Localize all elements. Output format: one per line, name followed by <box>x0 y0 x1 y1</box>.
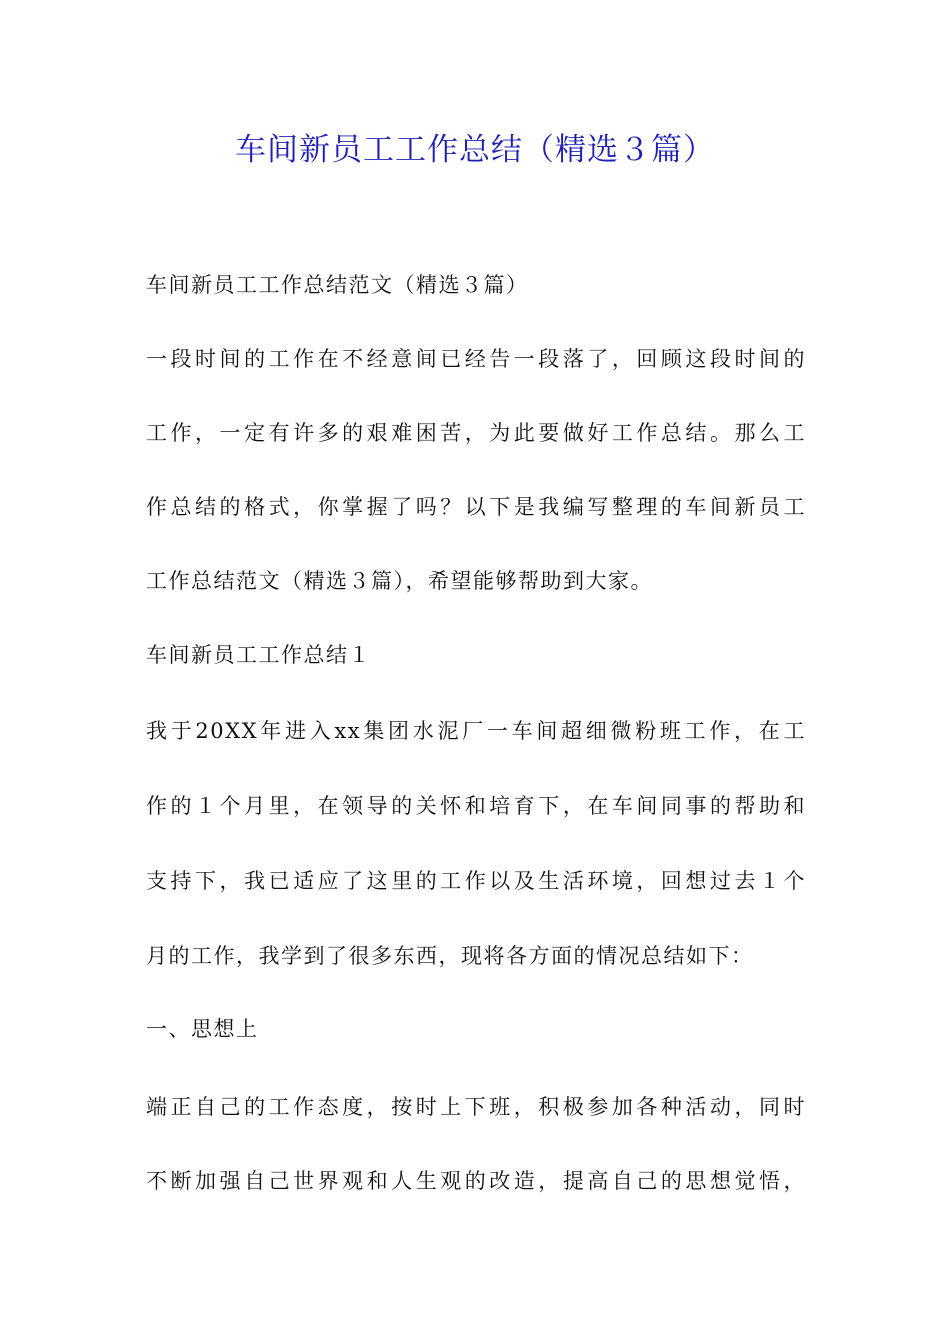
paragraph-line: 端正自己的工作态度，按时上下班，积极参加各种活动，同时 <box>146 1095 806 1119</box>
document-title: 车间新员工工作总结（精选３篇） <box>235 132 715 168</box>
paragraph-line: 支持下，我已适应了这里的工作以及生活环境，回想过去１个 <box>146 869 806 893</box>
paragraph-line: 作的１个月里，在领导的关怀和培育下，在车间同事的帮助和 <box>146 794 806 818</box>
section-heading: 车间新员工工作总结１ <box>146 643 371 667</box>
paragraph-line: 月的工作，我学到了很多东西，现将各方面的情况总结如下： <box>146 944 754 968</box>
paragraph-line: 一段时间的工作在不经意间已经告一段落了，回顾这段时间的 <box>146 347 806 371</box>
subtitle-line: 车间新员工工作总结范文（精选３篇） <box>146 273 529 297</box>
paragraph-line: 作总结的格式，你掌握了吗？以下是我编写整理的车间新员工 <box>146 495 806 519</box>
paragraph-line: 不断加强自己世界观和人生观的改造，提高自己的思想觉悟， <box>146 1169 806 1193</box>
paragraph-line: 工作总结范文（精选３篇），希望能够帮助到大家。 <box>146 569 653 593</box>
subsection-heading: 一、思想上 <box>146 1017 259 1041</box>
paragraph-line: 工作，一定有许多的艰难困苦，为此要做好工作总结。那么工 <box>146 421 806 445</box>
paragraph-line: 我于20XX年进入xx集团水泥厂一车间超细微粉班工作，在工 <box>146 719 806 743</box>
